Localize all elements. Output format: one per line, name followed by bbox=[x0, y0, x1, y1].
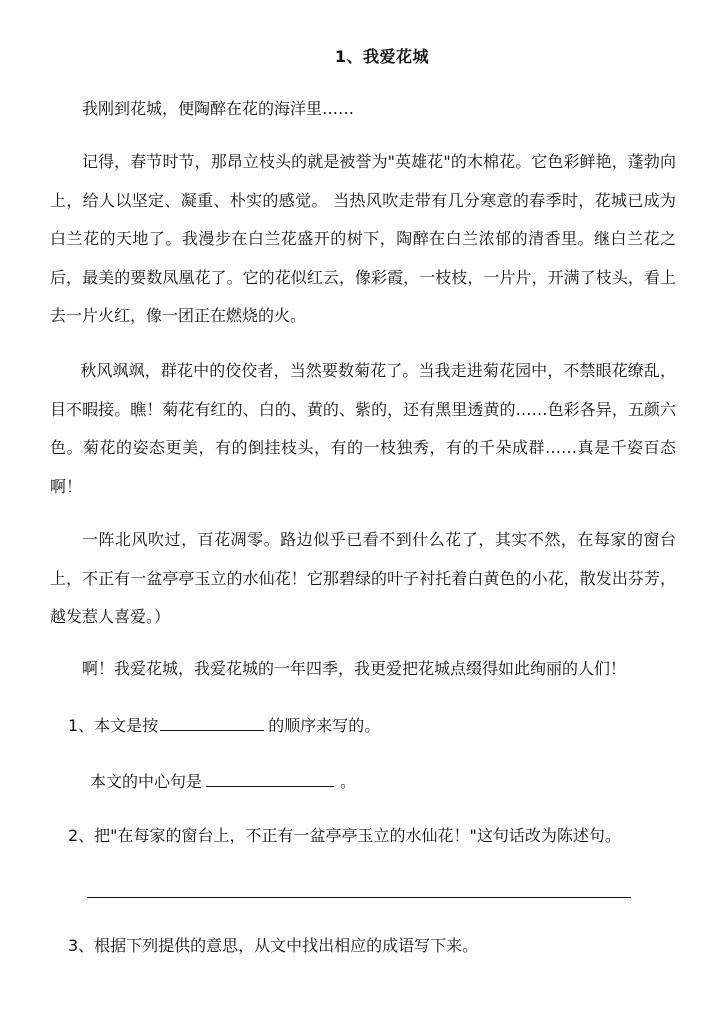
question-1b-suffix: 。 bbox=[340, 772, 357, 791]
passage-autumn: 秋风飒飒，群花中的佼佼者，当然要数菊花了。当我走进菊花园中，不禁眼花缭乱，目不暇接。瞧！菊花有红的、白的、黄的、紫的，还有黑里透黄的……色彩各异，五颜六色。菊花的姿态更美，有的倒挂枝头，有的一枝独秀，有的千朵成群……真是千姿百态啊！ bbox=[50, 361, 676, 496]
passage-intro: 我刚到花城，便陶醉在花的海洋里…… bbox=[82, 99, 355, 118]
question-2: 2、把"在每家的窗台上，不正有一盆亭亭玉立的水仙花！"这句话改为陈述句。 bbox=[68, 826, 621, 845]
question-1-central-sentence bbox=[90, 770, 356, 794]
question-1b-answer-blank[interactable] bbox=[206, 772, 334, 787]
question-1-suffix: 的顺序来写的。 bbox=[268, 716, 381, 735]
passage-closing: 啊！我爱花城，我爱花城的一年四季，我更爱把花城点缀得如此绚丽的人们！ bbox=[82, 659, 627, 678]
question-2-answer-line[interactable] bbox=[87, 897, 631, 898]
question-1b-prefix: 本文的中心句是 bbox=[90, 772, 203, 791]
passage-winter: 一阵北风吹过，百花凋零。路边似乎已看不到什么花了，其实不然，在每家的窗台上，不正有一盆亭亭玉立的水仙花！它那碧绿的叶子衬托着白黄色的小花，散发出芬芳，越发惹人喜爱。） bbox=[50, 530, 676, 626]
question-1-prefix: 1、本文是按 bbox=[68, 716, 159, 735]
page-title: 1、我爱花城 bbox=[334, 47, 430, 66]
question-3: 3、根据下列提供的意思，从文中找出相应的成语写下来。 bbox=[68, 936, 479, 955]
question-1 bbox=[68, 714, 380, 738]
question-1-answer-blank[interactable] bbox=[160, 716, 264, 731]
passage-spring: 记得，春节时节，那昂立枝头的就是被誉为"英雄花"的木棉花。它色彩鲜艳，蓬勃向上，给人以坚定、凝重、朴实的感觉。 当热风吹走带有几分寒意的春季时，花城已成为白兰花的天地了。我漫步在白兰花盛开的树下，陶醉在白兰浓郁的清香里。继白兰花之后，最美的要数凤凰花了。它的花似红云，像彩霞，一枝枝，一片片，开满了枝头，看上去一片火红，像一团正在燃烧的火。 bbox=[50, 152, 676, 325]
